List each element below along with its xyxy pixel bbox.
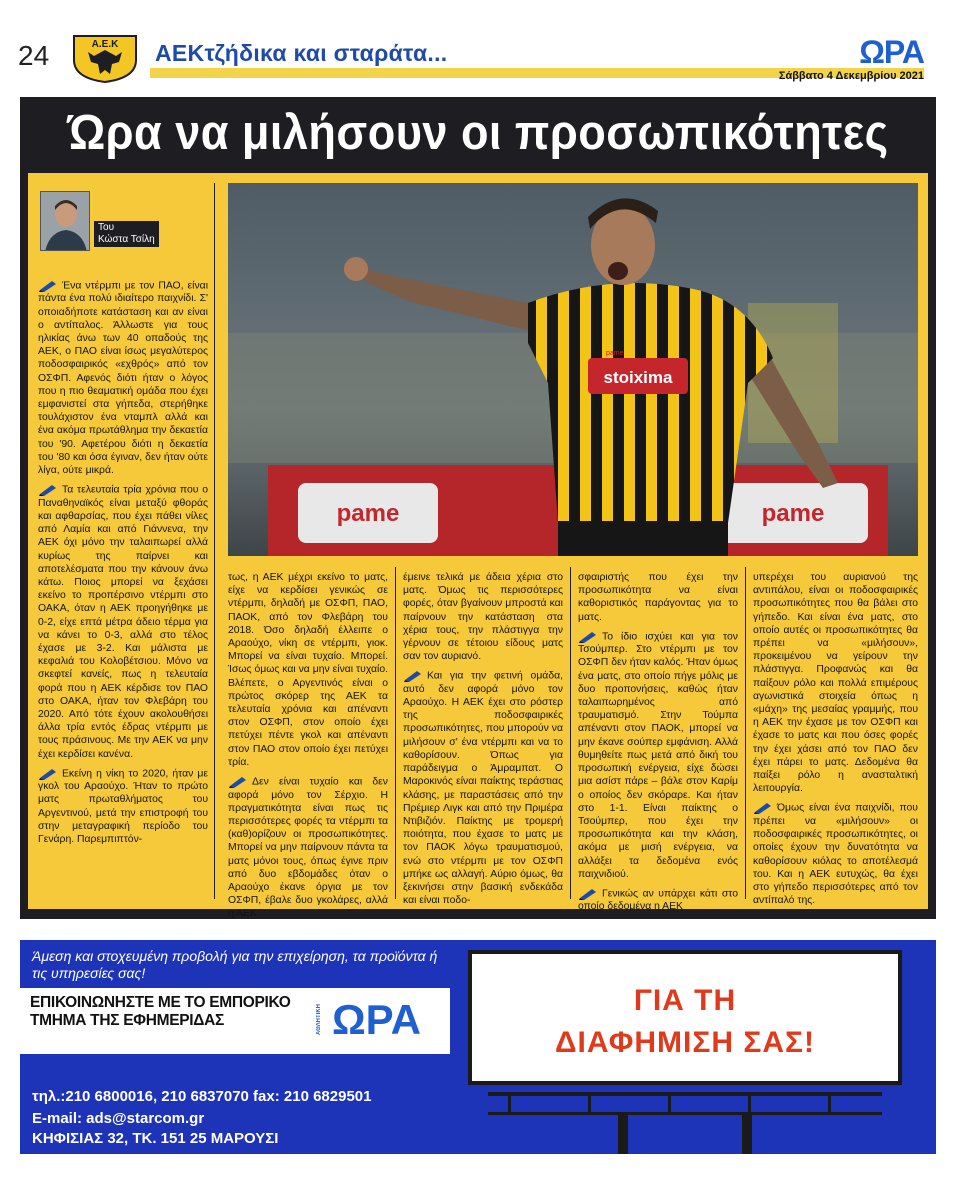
- author-label-prefix: Του: [98, 222, 115, 233]
- text-column-2: [228, 571, 388, 927]
- billboard-line-2: ΔΙΑΦΗΜΙΣΗ ΣΑΣ!: [554, 1026, 816, 1059]
- banner-right-text: pame: [761, 500, 825, 527]
- paragraph-text: Γενικώς αν υπάρχει κάτι στο οποίο δεδομένα η ΑΕΚ: [578, 888, 738, 913]
- masthead-logo: ΩΡΑ: [859, 34, 924, 70]
- paragraph: [38, 279, 208, 477]
- column-divider: [570, 567, 571, 899]
- ad-email: E-mail: ads@starcom.gr: [32, 1110, 205, 1127]
- author-byline: [94, 221, 159, 247]
- shirt-sponsor-top: pame: [606, 350, 624, 357]
- text-column-3: [403, 571, 563, 913]
- paragraph-text: τως, η ΑΕΚ μέχρι εκείνο το ματς, είχε να κερδίσει γενικώς σε ντέρμπι, δηλαδή με ΟΣΦΠ, ΠΑΟ, ΠΑΟΚ, από τον Φλεβάρη του 2018. Όσο δηλαδή έλλειπε ο Αραούχο, νίκη σε ντέρμπι, γιοκ. Μπορεί να είναι τυχαίο. Μπορεί. Ίσως όμως και να μην είναι τυχαίο. Βλέπετε, ο Αργεντινός είναι ο πρώτος σκόρερ της ΑΕΚ τα τελευταία χρόνια και απέναντι στον ΟΣΦΠ, στον οποίο έχει πετύχει πέντε γκολ και απέναντι στον ΠΑΟ στον οποίο έχει πετύχει τρία.: [228, 572, 388, 768]
- paragraph-text: Ένα ντέρμπι με τον ΠΑΟ, είναι πάντα ένα πολύ ιδιαίτερο παιχνίδι. Σ' οποιαδήποτε κατάσταση και αν είναι ο αντίπαλος. Άλλωστε για τους ηλικίας άνω των 40 οπαδούς της ΑΕΚ, ο ΠΑΟ είναι ίσως μεγαλύτερος ποδοσφαιρικός «εχθρός» από τον ΟΣΦΠ. Αφενός διότι ήταν ο λόγος που η πιο θεαματική ομάδα που έχει εμφανιστεί στα γήπεδα, στερήθηκε τουλάχιστον ένα νταμπλ αλλά και ένα ακόμα πρωτάθλημα την δεκαετία του '90. Αφετέρου διότι η δεκαετία του '80 και όσα έγιναν, δεν ήταν ούτε λίγα, ούτε μικρά.: [38, 280, 208, 477]
- shirt-sponsor: stoixima: [603, 368, 673, 387]
- ad-logo: ΩΡΑ: [332, 996, 421, 1043]
- paragraph: [753, 801, 918, 907]
- pen-bullet-icon: [578, 630, 598, 643]
- paragraph-text: Τα τελευταία τρία χρόνια που ο Παναθηναϊκός είναι μεταξύ φθοράς και αφθαρσίας, που έχει πάθει νίλες από Λαμία και από Γιάννενα, την ΑΕΚ όχι μόνο την ταλαιπωρεί αλλά κυρίως της παίρνει και αποτελέσματα που την κάνουν άνω κάτω. Ποιος μπορεί να ξεχάσει εκείνο το προπέρσινο ντέρμπι στο ΟΑΚΑ, όταν η ΑΕΚ προηγήθηκε με 0-2, είχε επτά μέτρα άδειο τέρμα για να κάνει το 0-3, αλλά στο τέλος έχασε με 3-2. Και μάλιστα με κεφαλιά του Κολοβέτσιου. Μόνο να σκεφτεί κανείς, πως η τελευταία φορά που η ΑΕΚ κέρδισε τον ΠΑΟ στο ΟΑΚΑ, ήταν τον Φλεβάρη του 2020. Από τότε έχουν ακολουθήσει άλλα τρία εντός έδρας ντέρμπι με τους πράσινους. Με την ΑΕΚ να μην έχει κερδίσει κανένα.: [38, 484, 208, 760]
- billboard-text: [472, 980, 898, 1064]
- paragraph-text: Και για την φετινή ομάδα, αυτό δεν αφορά μόνο τον Αραούχο. Η ΑΕΚ έχει στο ρόστερ της ποδοσφαιρικές προσωπικότητες, που μπορούν να μιλήσουν σ' ένα ντέρμπι και να το καθορίσουν. Όπως για παράδειγμα ο Άμραμπατ. Ο Μαροκινός είναι παίκτης τεράστιας κλάσης, με παραστάσεις από την Πρέμιερ Λιγκ και από την Πριμέρα Ντιβιζιόν. Παίκτης με τρομερή ποιότητα, που έχασε το ματς με τον ΠΑΟΚ λόγω τραυματισμού, ενώ στο ντέρμπι με τον ΟΣΦΠ μπήκε ως αλλαγή. Αύριο όμως, θα ξεκινήσει στην βασική ενδεκάδα και είναι ποδο-: [403, 670, 563, 907]
- article-headline: Ώρα να μιλήσουν οι προσωπικότητες: [67, 106, 889, 160]
- pen-bullet-icon: [578, 887, 598, 900]
- paragraph: [753, 571, 918, 795]
- paragraph-text: έμεινε τελικά με άδεια χέρια στο ματς. Όμως τις περισσότερες φορές, όταν βγαίνουν μπροστά και παίρνουν την κατάσταση στα χέρια τους, την πλάστιγγα την γέρνουν σε τέτοιου είδους ματς σαν τον αυριανό.: [403, 572, 563, 663]
- player-photo: [228, 183, 918, 556]
- article-body: [28, 173, 928, 920]
- paragraph: [578, 571, 738, 624]
- page-number: 24: [18, 40, 50, 71]
- billboard-stand: [468, 1088, 902, 1154]
- column-divider: [395, 567, 396, 899]
- banner-left: [298, 483, 438, 543]
- ad-phone: τηλ.:210 6800016, 210 6837070 fax: 210 6829501: [32, 1088, 372, 1105]
- article-box: [20, 97, 936, 919]
- paragraph: [403, 669, 563, 907]
- paragraph-text: σφαιριστής που έχει την προσωπικότητα να είναι καθοριστικός παράγοντας για το ματς.: [578, 572, 738, 623]
- paragraph-text: Εκείνη η νίκη το 2020, ήταν με γκολ του Αραούχο. Ήταν το πρώτο ματς πρωταθλήματος του Αργεντινού, μετά την επιστροφή του στην μεταγραφική περίοδο του Γενάρη. Παρεμπιπτόν-: [38, 768, 208, 846]
- paragraph: [38, 767, 208, 846]
- author-photo: [40, 191, 90, 251]
- banner-left-text: pame: [336, 500, 400, 527]
- column-divider: [214, 183, 215, 899]
- section-title: ΑΕΚτζήδικα και σταράτα...: [155, 40, 448, 66]
- billboard: [468, 950, 902, 1085]
- issue-date: Σάββατο 4 Δεκεμβρίου 2021: [778, 70, 924, 82]
- paragraph: [228, 775, 388, 920]
- paragraph-text: Όμως είναι ένα παιχνίδι, που πρέπει να «μιλήσουν» οι ποδοσφαιρικές προσωπικότητες, οι οποίες έχουν την δυνατότητα να καθορίσουν κιόλας το αποτέλεσμά του. Και η ΑΕΚ ευτυχώς, θα έχει στο γήπεδο περισσότερες από τον αντίπαλό της.: [753, 802, 918, 907]
- text-column-4: [578, 571, 738, 920]
- paragraph: [578, 887, 738, 914]
- pen-bullet-icon: [38, 767, 58, 780]
- paragraph: [38, 483, 208, 761]
- paragraph: [228, 571, 388, 769]
- column-divider: [745, 567, 746, 899]
- aek-logo: [70, 30, 140, 84]
- pen-bullet-icon: [228, 775, 248, 788]
- text-column-5: [753, 571, 918, 913]
- ad-logo-small-text: ΑΘΛΗΤΙΚΗ: [316, 1004, 322, 1036]
- logo-text: Α.Ε.Κ: [91, 39, 119, 50]
- paragraph: [403, 571, 563, 663]
- paragraph-text: Δεν είναι τυχαίο και δεν αφορά μόνο τον Σέρχιο. Η πραγματικότητα είναι πως τις περισσότερες φορές τα ντέρμπι τα (καθ)ορίζουν οι προσωπικότητες. Μπορεί να μην παίρνουν πάντα τα ματς μόνοι τους, όπως έγινε πριν από δυο εβδομάδες όταν ο Αραούχο έκανε όργια με τον ΟΣΦΠ, έβαλε δυο γκολάρες, αλλά η ΑΕΚ: [228, 776, 388, 920]
- pen-bullet-icon: [38, 279, 58, 292]
- advertisement: [20, 940, 936, 1154]
- billboard-line-1: ΓΙΑ ΤΗ: [633, 984, 737, 1017]
- paragraph-text: υπερέχει του αυριανού της αντιπάλου, είναι οι ποδοσφαιρικές προσωπικότητες που θα βάλει στο γήπεδο. Και είναι ένα ματς, στο οποίο αυτές οι προσωπικότητες θα πρέπει να «μιλήσουν», προκειμένου να γείρουν την πλάστιγγα. Προφανώς και θα παίξουν ρόλο και πολλά επιμέρους αγωνιστικά στοιχεία όπως η «μάχη» της μεσαίας γραμμής, που η ΑΕΚ την έχασε με τον ΟΣΦΠ και έχασε το ματς και που όσες φορές την έχει χάσει από τον ΠΑΟ δεν έχει πάρει το ματς. Δεδομένα θα παίξει ρόλο η ανασταλτική λειτουργία.: [753, 572, 918, 795]
- paragraph-text: Το ίδιο ισχύει και για τον Τσούμπερ. Στο ντέρμπι με τον ΟΣΦΠ δεν ήταν καλός. Ήταν όμως ένα ματς, στο οποίο πήγε μόλις με δυο προπονήσεις, καθώς ήταν ταλαιπωρημένος από τραυματισμό. Στην Τούμπα απέναντι στον ΠΑΟΚ, μπορεί να μην έκανε σούπερ εμφάνιση. Αλλά θυμηθείτε πως μετά από δική του προσωπική ενέργεια, είχε δώσει μια ασίστ πάρε – βάλε στον Καρίμ ο οποίος δεν σκόραρε. Και ήταν στο 1-1. Είναι παίκτης ο Τσούμπερ, που έχει την προσωπικότητα και την κλάση, ακόμα με μισή ενέργεια, να αλλάξει τα δεδομένα ενός παιχνιδιού.: [578, 631, 738, 880]
- ad-tagline: Άμεση και στοχευμένη προβολή για την επιχείρηση, τα προϊόντα ή τις υπηρεσίες σας!: [32, 948, 438, 981]
- pen-bullet-icon: [38, 483, 58, 496]
- ad-contact-box: [20, 988, 450, 1054]
- pen-bullet-icon: [403, 669, 423, 682]
- author-name: Κώστα Τσίλη: [98, 234, 155, 245]
- banner-right: [718, 483, 868, 543]
- ad-address: ΚΗΦΙΣΙΑΣ 32, ΤΚ. 151 25 ΜΑΡΟΥΣΙ: [32, 1130, 279, 1147]
- text-column-1: [38, 279, 208, 852]
- pen-bullet-icon: [753, 801, 773, 814]
- ad-contact-heading: ΕΠΙΚΟΙΝΩΝΗΣΤΕ ΜΕ ΤΟ ΕΜΠΟΡΙΚΟ ΤΜΗΜΑ ΤΗΣ ΕΦΗΜΕΡΙΔΑΣ: [30, 994, 291, 1029]
- paragraph: [578, 630, 738, 881]
